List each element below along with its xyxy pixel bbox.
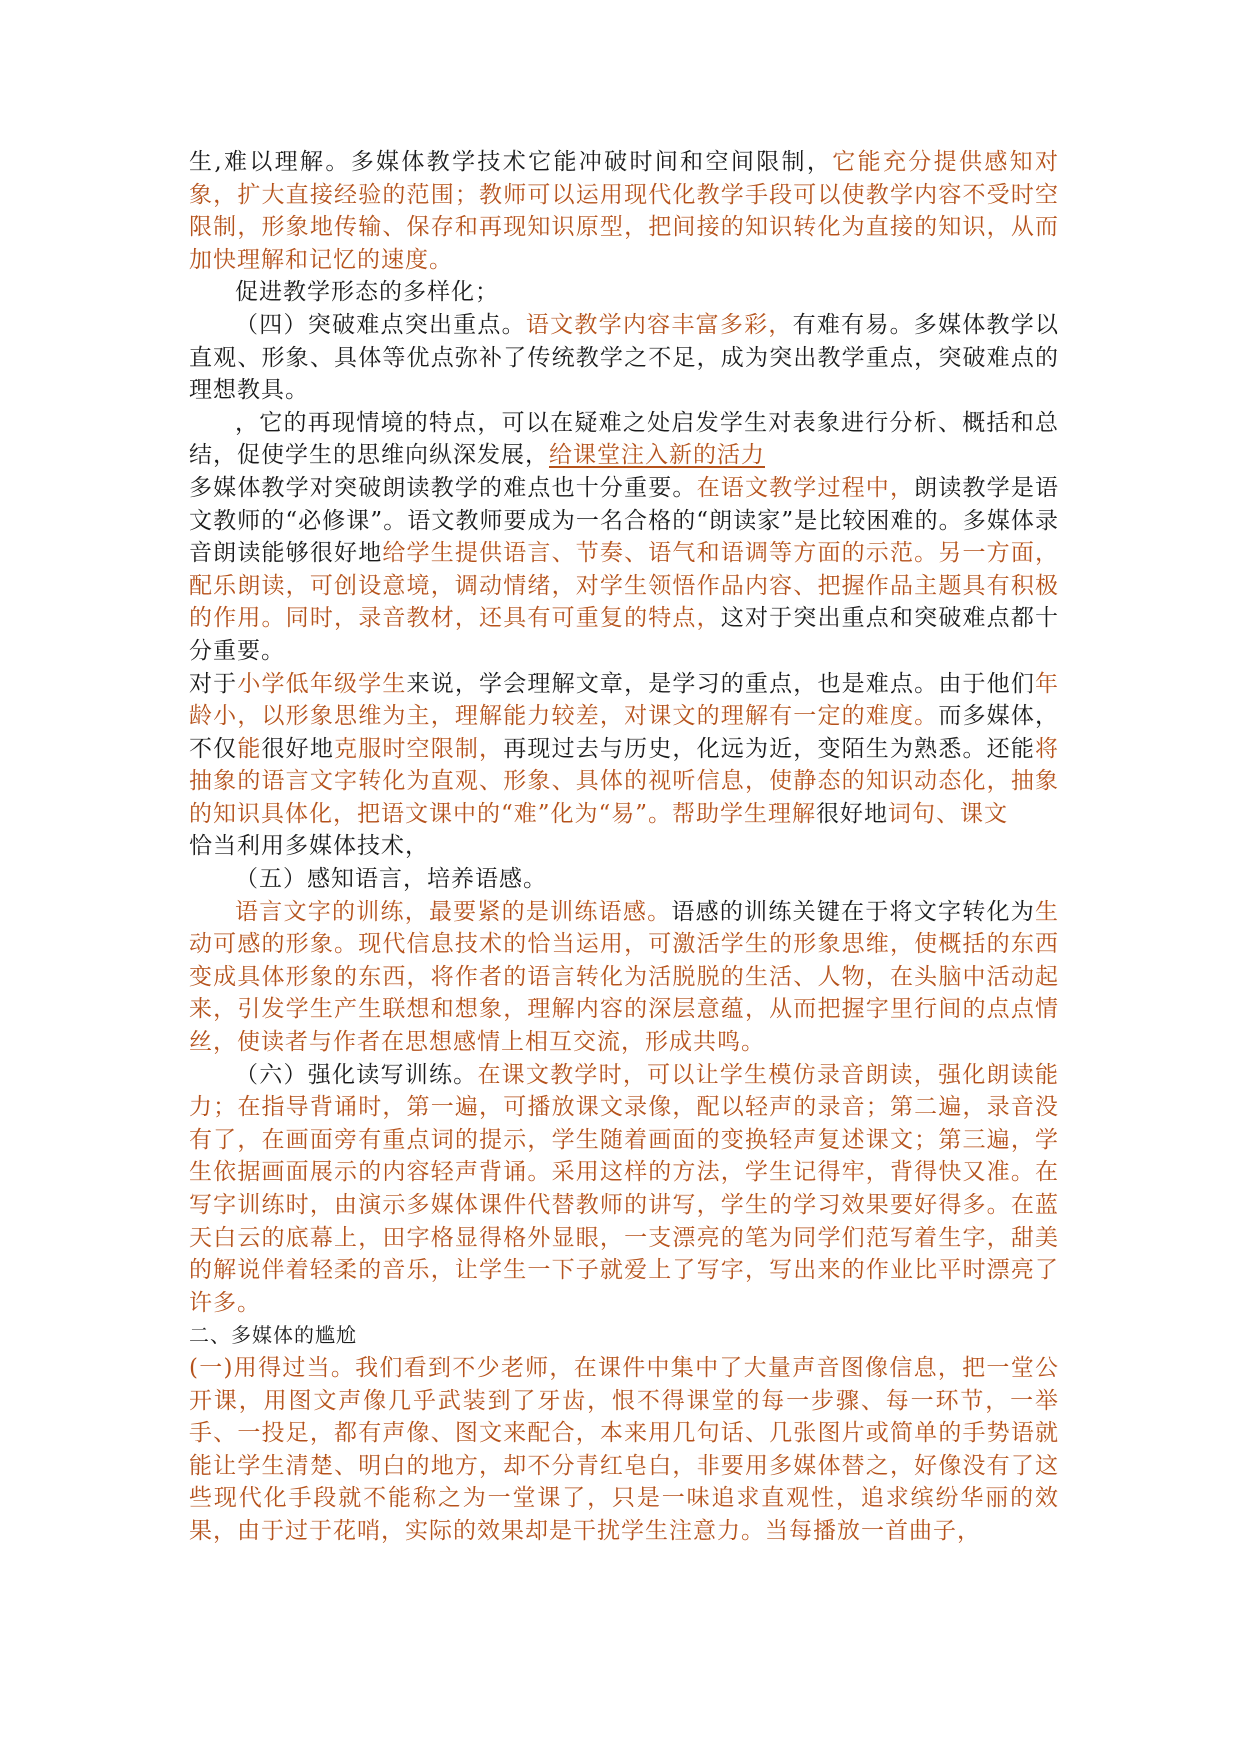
highlighted-text: 生动可感的形象。现代信息技术的恰当运用，可激活学生的形象思维，使概括的东西变成具体形象的东西，将作者的语言转化为活脱脱的生活、人物，在头脑中活动起来，引发学生产生联想和想象，理解内容的深层意蕴，从而把握字里行间的点点情丝，使读者与作者在思想感情上相互交流，形成共鸣。 <box>189 898 1060 1056</box>
text-run: 二、多媒体的尴尬 <box>189 1323 357 1348</box>
highlighted-text: 语言文字的训练，最要紧的是训练语感。 <box>235 898 672 925</box>
text-run: （六）强化读写训练。 <box>235 1061 478 1088</box>
highlighted-text: (一)用得过当。我们看到不少老师，在课件中集中了大量声音图像信息，把一堂公开课，用图文声像几乎武装到了牙齿，恨不得课堂的每一步骤、每一环节，一举手、一投足，都有声像、图文来配合，本来用几句话、几张图片或简单的手势语就能让学生清楚、明白的地方，却不分青红皂白，非要用多媒体替之，好像没有了这些现代化手段就不能称之为一堂课了，只是一味追求直观性，追求缤纷华丽的效果，由于过于花哨，实际的效果却是干扰学生注意力。当每播放一首曲子， <box>189 1354 1059 1544</box>
text-run: 这对于突出重点和突破难点都十分重要。 <box>189 605 1060 664</box>
highlighted-text: 能 <box>237 735 262 762</box>
highlighted-text: 克服时空限制， <box>334 735 504 762</box>
text-run: 再现过去与历史，化远为近，变陌生为熟悉。还能 <box>503 735 1036 762</box>
text-run: （五）感知语言，培养语感。 <box>235 866 547 893</box>
paragraph <box>189 830 1059 863</box>
text-run: 有难有易。多媒体教学以直观、形象、具体等优点弥补了传统教学之不足，成为突出教学重点，突破难点的理想教具。 <box>189 311 1060 404</box>
text-run: （四）突破难点突出重点。 <box>235 311 526 338</box>
text-run: 很好地 <box>261 735 335 762</box>
paragraph <box>189 472 1059 668</box>
paragraph <box>189 1059 1059 1320</box>
paragraph <box>189 896 1059 1059</box>
text-run: 而多媒体， <box>938 703 1060 730</box>
document-page <box>189 146 1059 1548</box>
paragraph <box>189 668 1059 831</box>
highlighted-text: 在课文教学时，可以让学生模仿录音朗读，强化朗读能力；在指导背诵时，第一遍，可播放课文录像，配以轻声的录音；第二遍，录音没有了，在画面旁有重点词的提示，学生随着画面的变换轻声复述课文；第三遍，学生依据画面展示的内容轻声背诵。采用这样的方法，学生记得牢，背得快又准。在写字训练时，由演示多媒体课件代替教师的讲写，学生的学习效果要好得多。在蓝天白云的底幕上，田字格显得格外显眼，一支漂亮的笔为同学们范写着生字，甜美的解说伴着轻柔的音乐，让学生一下子就爱上了写字，写出来的作业比平时漂亮了许多。 <box>189 1061 1060 1316</box>
highlighted-text: 给学生提供语言、节奏、语气和语调等方面的示范。另一方面，配乐朗读，可创设意境，调动情绪，对学生领悟作品内容、把握作品主题具有积极的作用。同时，录音教材，还具有可重复的特点， <box>189 540 1060 632</box>
text-run: 不仅 <box>189 735 238 762</box>
text-run: 多媒体教学对突破朗读教学的难点也十分重要。 <box>189 474 697 501</box>
section-heading <box>189 1319 1059 1352</box>
text-run: 生,难以理解。多媒体教学技术它能冲破时间和空间限制， <box>189 149 833 175</box>
paragraph <box>189 276 1059 309</box>
highlighted-text: 将抽象的语言文字转化为直观、形象、具体的视听信息，使静态的知识动态化，抽象的知识具体化，把语文课中的“难”化为“易”。帮助学生理解 <box>189 735 1060 827</box>
text-run: 语感的训练关键在于将文字转化为 <box>671 898 1036 925</box>
paragraph <box>189 1352 1059 1548</box>
highlighted-text: 小学低年级学生 <box>237 670 407 697</box>
text-run: 恰当利用多媒体技术， <box>189 833 429 860</box>
text-run: 来说，学会理解文章，是学习的重点，也是难点。由于他们 <box>406 670 1036 697</box>
text-run: 朗读教学是语文教师的“必修课”。语文教师要成为一名合格的“朗读家”是比较困难的。多媒体录音朗读能够很好地 <box>189 474 1060 567</box>
highlighted-text: 词句、课文 <box>888 800 1009 827</box>
paragraph <box>189 407 1059 472</box>
paragraph <box>189 863 1059 896</box>
highlighted-text: 在语文教学过程中， <box>696 474 915 501</box>
text-run: 很好地 <box>816 800 889 827</box>
highlighted-text: 年龄小，以形象思维为主，理解能力较差，对课文的理解有一定的难度。 <box>189 670 1060 730</box>
text-run: 对于 <box>189 670 238 697</box>
paragraph <box>189 146 1059 276</box>
text-run: ，它的再现情境的特点，可以在疑难之处启发学生对表象进行分析、概括和总结，促使学生的思维向纵深发展， <box>189 409 1059 469</box>
highlighted-text: 语文教学内容丰富多彩， <box>525 311 793 338</box>
highlighted-text: 它能充分提供感知对象，扩大直接经验的范围；教师可以运用现代化教学手段可以使教学内容不受时空限制，形象地传输、保存和再现知识原型，把间接的知识转化为直接的知识，从而加快理解和记忆的速度。 <box>189 149 1059 273</box>
underlined-text: 给课堂注入新的活力 <box>549 442 765 469</box>
text-run: 促进教学形态的多样化； <box>235 279 499 306</box>
paragraph <box>189 309 1059 407</box>
